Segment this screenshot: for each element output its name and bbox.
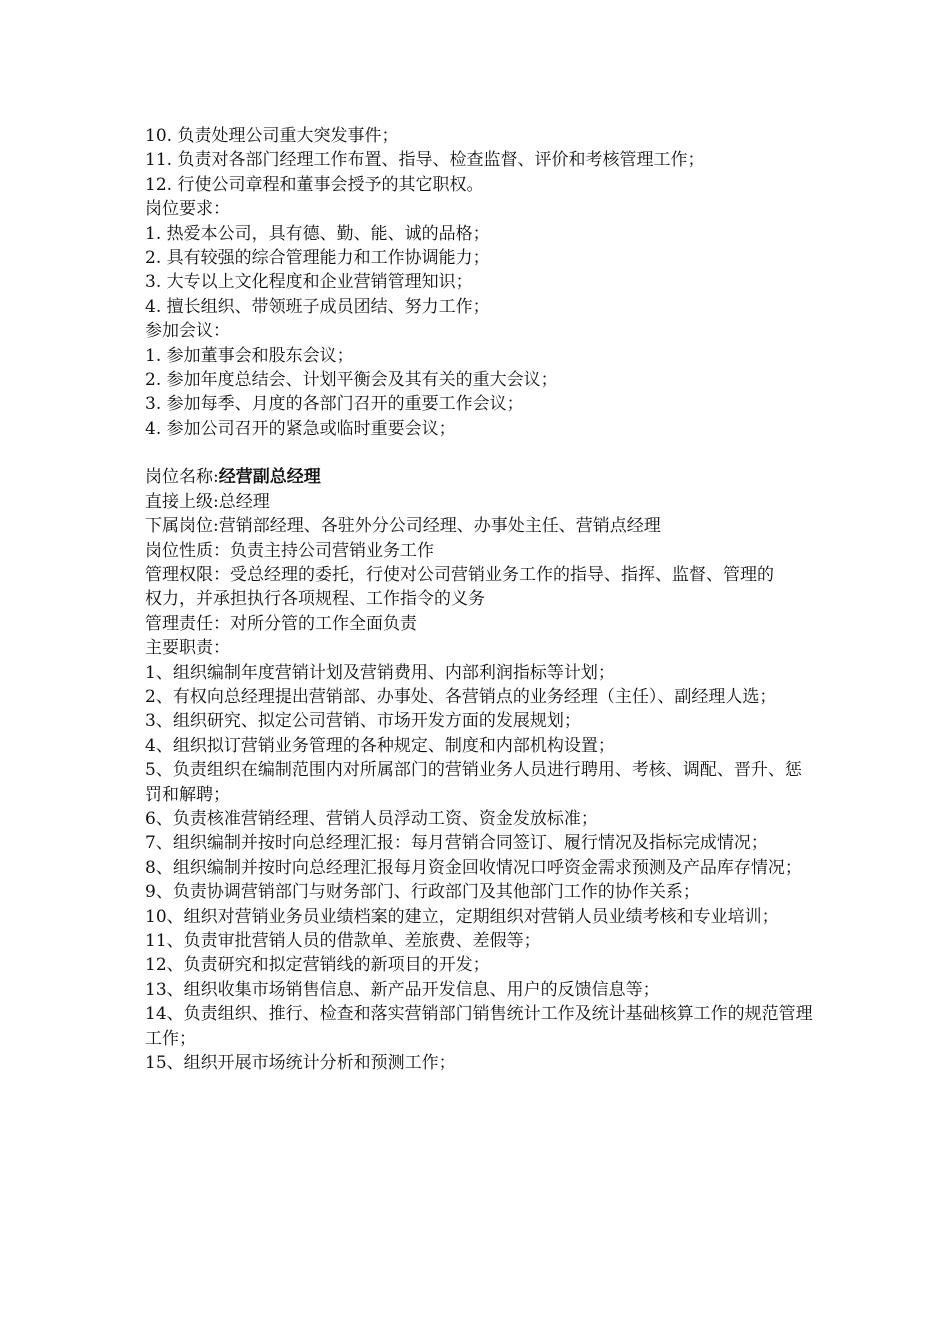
main-duty-item: 8、组织编制并按时向总经理汇报每月资金回收情况口呼资金需求预测及产品库存情况； bbox=[145, 857, 802, 878]
main-duty-item: 4、组织拟订营销业务管理的各种规定、制度和内部机构设置； bbox=[145, 735, 615, 756]
meeting-item: 3. 参加每季、月度的各部门召开的重要工作会议； bbox=[145, 394, 524, 415]
main-duty-item: 14、负责组织、推行、检查和落实营销部门销售统计工作及统计基础核算工作的规范管理工作； bbox=[145, 1004, 813, 1049]
section-spacer bbox=[145, 441, 815, 465]
management-responsibility: 管理责任：对所分管的工作全面负责 bbox=[145, 613, 417, 634]
meeting-item: 4. 参加公司召开的紧急或临时重要会议； bbox=[145, 418, 456, 439]
main-duty-item: 5、负责组织在编制范围内对所属部门的营销业务人员进行聘用、考核、调配、晋升、惩罚和解聘； bbox=[145, 760, 802, 805]
main-duty-item: 2、有权向总经理提出营销部、办事处、各营销点的业务经理（主任）、副经理人选； bbox=[145, 687, 777, 707]
main-duty-item: 15、组织开展市场统计分析和预测工作； bbox=[145, 1052, 456, 1073]
requirement-item: 2. 具有较强的综合管理能力和工作协调能力； bbox=[145, 247, 490, 268]
direct-superior: 直接上级:总经理 bbox=[145, 491, 270, 512]
main-duty-item: 6、负责核准营销经理、营销人员浮动工资、资金发放标准； bbox=[145, 809, 598, 829]
position-value: 经营副总经理 bbox=[218, 467, 321, 488]
requirements-heading: 岗位要求： bbox=[145, 199, 230, 220]
duty-item-12: 12. 行使公司章程和董事会授予的其它职权。 bbox=[145, 174, 484, 195]
requirement-item: 4. 擅长组织、带领班子成员团结、努力工作； bbox=[145, 296, 490, 317]
main-duty-item: 9、负责协调营销部门与财务部门、行政部门及其他部门工作的协作关系； bbox=[145, 882, 700, 903]
meetings-heading: 参加会议： bbox=[145, 321, 230, 342]
position-nature: 岗位性质：负责主持公司营销业务工作 bbox=[145, 540, 434, 561]
main-duty-item: 12、负责研究和拟定营销线的新项目的开发； bbox=[145, 955, 490, 976]
position-label: 岗位名称: bbox=[145, 467, 219, 488]
management-authority-line-2: 权力，并承担执行各项规程、工作指令的义务 bbox=[145, 589, 485, 610]
meeting-item: 1. 参加董事会和股东会议； bbox=[145, 345, 354, 366]
management-authority-line-1: 管理权限：受总经理的委托，行使对公司营销业务工作的指导、指挥、监督、管理的 bbox=[145, 565, 774, 586]
position-name bbox=[145, 465, 815, 489]
requirement-item: 3. 大专以上文化程度和企业营销管理知识； bbox=[145, 272, 473, 293]
main-duty-item: 1、组织编制年度营销计划及营销费用、内部利润指标等计划； bbox=[145, 662, 615, 683]
subordinate-positions: 下属岗位:营销部经理、各驻外分公司经理、办事处主任、营销点经理 bbox=[145, 516, 661, 537]
duty-item-11: 11. 负责对各部门经理工作布置、指导、检查监督、评价和考核管理工作； bbox=[145, 150, 705, 171]
meeting-item: 2. 参加年度总结会、计划平衡会及其有关的重大会议； bbox=[145, 369, 558, 390]
main-duty-item: 7、组织编制并按时向总经理汇报：每月营销合同签订、履行情况及指标完成情况； bbox=[145, 833, 768, 854]
main-duty-item: 3、组织研究、拟定公司营销、市场开发方面的发展规划； bbox=[145, 711, 581, 732]
duty-item-10: 10. 负责处理公司重大突发事件； bbox=[145, 126, 399, 146]
main-duty-item: 13、组织收集市场销售信息、新产品开发信息、用户的反馈信息等； bbox=[145, 979, 660, 1000]
main-duty-item: 10、组织对营销业务员业绩档案的建立，定期组织对营销人员业绩考核和专业培训； bbox=[145, 906, 779, 927]
main-duties-heading: 主要职责： bbox=[145, 638, 230, 659]
requirement-item: 1. 热爱本公司，具有德、勤、能、诚的品格； bbox=[145, 223, 490, 244]
document-page bbox=[145, 124, 815, 1075]
main-duty-item: 11、负责审批营销人员的借款单、差旅费、差假等； bbox=[145, 931, 541, 951]
